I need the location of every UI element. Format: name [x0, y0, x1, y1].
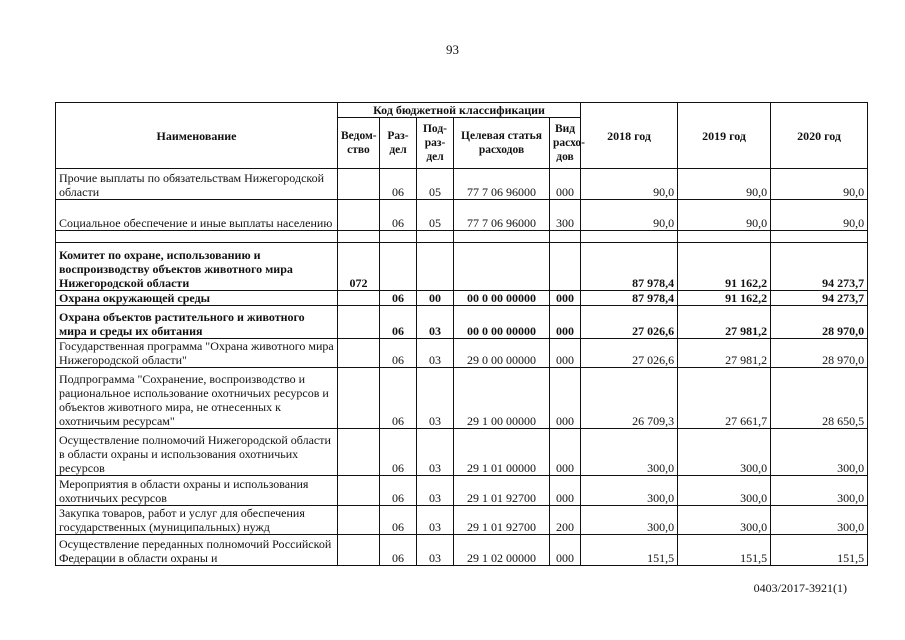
cell-rz: 06 [380, 339, 417, 368]
cell-y2020: 90,0 [771, 169, 868, 200]
table-body [56, 169, 868, 566]
cell-ved [338, 368, 380, 429]
cell-vr: 000 [550, 339, 581, 368]
cell-name: Осуществление переданных полномочий Российской Федерации в области охраны и [56, 535, 338, 566]
cell-cs: 77 7 06 96000 [454, 169, 550, 200]
cell-y2020: 94 273,7 [771, 243, 868, 291]
cell-name: Осуществление полномочий Нижегородской области в области охраны и использования охотничьих ресурсов [56, 429, 338, 476]
table-row [56, 306, 868, 339]
cell-pr: 03 [417, 506, 454, 535]
cell-pr [417, 243, 454, 291]
cell-y2020: 300,0 [771, 476, 868, 506]
table-row [56, 339, 868, 368]
cell-y2019: 300,0 [678, 476, 771, 506]
cell-y2019: 91 162,2 [678, 243, 771, 291]
empty-cell [417, 231, 454, 243]
cell-ved [338, 476, 380, 506]
cell-y2018: 26 709,3 [581, 368, 678, 429]
cell-y2018: 151,5 [581, 535, 678, 566]
cell-pr: 03 [417, 339, 454, 368]
cell-cs: 29 1 02 00000 [454, 535, 550, 566]
cell-ved [338, 506, 380, 535]
cell-rz: 06 [380, 169, 417, 200]
cell-y2019: 300,0 [678, 429, 771, 476]
cell-name: Государственная программа "Охрана животного мира Нижегородской области" [56, 339, 338, 368]
cell-name: Комитет по охране, использованию и воспроизводству объектов животного мира Нижегородской области [56, 243, 338, 291]
cell-vr: 000 [550, 291, 581, 306]
header-podrazdel: Под-раз-дел [417, 118, 454, 169]
cell-y2018: 87 978,4 [581, 243, 678, 291]
header-year-2018: 2018 год [581, 103, 678, 169]
cell-ved [338, 339, 380, 368]
cell-vr [550, 243, 581, 291]
cell-pr: 05 [417, 200, 454, 231]
cell-pr: 03 [417, 476, 454, 506]
cell-y2018: 90,0 [581, 169, 678, 200]
cell-rz: 06 [380, 291, 417, 306]
cell-vr: 200 [550, 506, 581, 535]
cell-vr: 000 [550, 429, 581, 476]
cell-y2019: 91 162,2 [678, 291, 771, 306]
cell-rz: 06 [380, 429, 417, 476]
cell-ved [338, 200, 380, 231]
cell-pr: 03 [417, 429, 454, 476]
page-number: 93 [446, 42, 459, 57]
cell-cs [454, 243, 550, 291]
cell-pr: 00 [417, 291, 454, 306]
empty-cell [56, 231, 338, 243]
cell-y2018: 27 026,6 [581, 339, 678, 368]
cell-name: Закупка товаров, работ и услуг для обеспечения государственных (муниципальных) нужд [56, 506, 338, 535]
cell-rz: 06 [380, 506, 417, 535]
cell-cs: 29 0 00 00000 [454, 339, 550, 368]
header-year-2020: 2020 год [771, 103, 868, 169]
cell-name: Охрана окружающей среды [56, 291, 338, 306]
empty-cell [678, 231, 771, 243]
cell-rz: 06 [380, 368, 417, 429]
cell-y2019: 300,0 [678, 506, 771, 535]
cell-pr: 03 [417, 306, 454, 339]
table-row [56, 429, 868, 476]
cell-cs: 29 1 00 00000 [454, 368, 550, 429]
header-expense-type: Вид расхо-дов [550, 118, 581, 169]
cell-rz: 06 [380, 535, 417, 566]
cell-vr: 000 [550, 476, 581, 506]
cell-pr: 03 [417, 535, 454, 566]
cell-name: Подпрограмма "Сохранение, воспроизводство и рациональное использование охотничьих ресурсов и объектов животного мира, не отнесенных к охотничьим ресурсам" [56, 368, 338, 429]
header-budget-classification: Код бюджетной классификации [338, 103, 581, 118]
table-row [56, 368, 868, 429]
table-row [56, 535, 868, 566]
header-name: Наименование [56, 103, 338, 169]
cell-pr: 05 [417, 169, 454, 200]
cell-y2020: 300,0 [771, 429, 868, 476]
spacer-row [56, 231, 868, 243]
cell-y2018: 27 026,6 [581, 306, 678, 339]
table-row [56, 476, 868, 506]
cell-name: Прочие выплаты по обязательствам Нижегородской области [56, 169, 338, 200]
header-target-article: Целевая статья расходов [454, 118, 550, 169]
cell-y2018: 300,0 [581, 476, 678, 506]
table-row [56, 200, 868, 231]
cell-rz: 06 [380, 200, 417, 231]
cell-y2019: 27 981,2 [678, 339, 771, 368]
cell-ved [338, 429, 380, 476]
cell-y2018: 300,0 [581, 506, 678, 535]
cell-ved: 072 [338, 243, 380, 291]
cell-ved [338, 169, 380, 200]
cell-ved [338, 535, 380, 566]
cell-y2019: 27 661,7 [678, 368, 771, 429]
cell-vr: 000 [550, 306, 581, 339]
header-razdel: Раз-дел [380, 118, 417, 169]
header-vedomstvo: Ведом-ство [338, 118, 380, 169]
empty-cell [550, 231, 581, 243]
cell-name: Охрана объектов растительного и животного мира и среды их обитания [56, 306, 338, 339]
cell-cs: 77 7 06 96000 [454, 200, 550, 231]
cell-pr: 03 [417, 368, 454, 429]
cell-vr: 300 [550, 200, 581, 231]
cell-y2020: 28 650,5 [771, 368, 868, 429]
cell-vr: 000 [550, 368, 581, 429]
cell-ved [338, 291, 380, 306]
cell-y2020: 300,0 [771, 506, 868, 535]
cell-y2019: 90,0 [678, 169, 771, 200]
cell-vr: 000 [550, 169, 581, 200]
cell-y2020: 151,5 [771, 535, 868, 566]
cell-vr: 000 [550, 535, 581, 566]
table-row [56, 291, 868, 306]
cell-y2020: 94 273,7 [771, 291, 868, 306]
empty-cell [338, 231, 380, 243]
table-row [56, 243, 868, 291]
cell-rz: 06 [380, 306, 417, 339]
cell-name: Мероприятия в области охраны и использования охотничьих ресурсов [56, 476, 338, 506]
cell-cs: 29 1 01 92700 [454, 476, 550, 506]
header-year-2019: 2019 год [678, 103, 771, 169]
cell-name: Социальное обеспечение и иные выплаты населению [56, 200, 338, 231]
cell-cs: 00 0 00 00000 [454, 291, 550, 306]
cell-cs: 29 1 01 92700 [454, 506, 550, 535]
empty-cell [454, 231, 550, 243]
cell-rz: 06 [380, 476, 417, 506]
document-code: 0403/2017-3921(1) [753, 581, 847, 595]
cell-y2018: 90,0 [581, 200, 678, 231]
cell-y2018: 87 978,4 [581, 291, 678, 306]
empty-cell [771, 231, 868, 243]
cell-y2019: 27 981,2 [678, 306, 771, 339]
empty-cell [581, 231, 678, 243]
table-row [56, 169, 868, 200]
cell-y2019: 90,0 [678, 200, 771, 231]
cell-y2018: 300,0 [581, 429, 678, 476]
budget-table [55, 102, 868, 566]
cell-ved [338, 306, 380, 339]
cell-cs: 29 1 01 00000 [454, 429, 550, 476]
cell-rz [380, 243, 417, 291]
cell-y2020: 28 970,0 [771, 339, 868, 368]
cell-y2020: 90,0 [771, 200, 868, 231]
cell-y2020: 28 970,0 [771, 306, 868, 339]
cell-cs: 00 0 00 00000 [454, 306, 550, 339]
table-row [56, 506, 868, 535]
cell-y2019: 151,5 [678, 535, 771, 566]
empty-cell [380, 231, 417, 243]
